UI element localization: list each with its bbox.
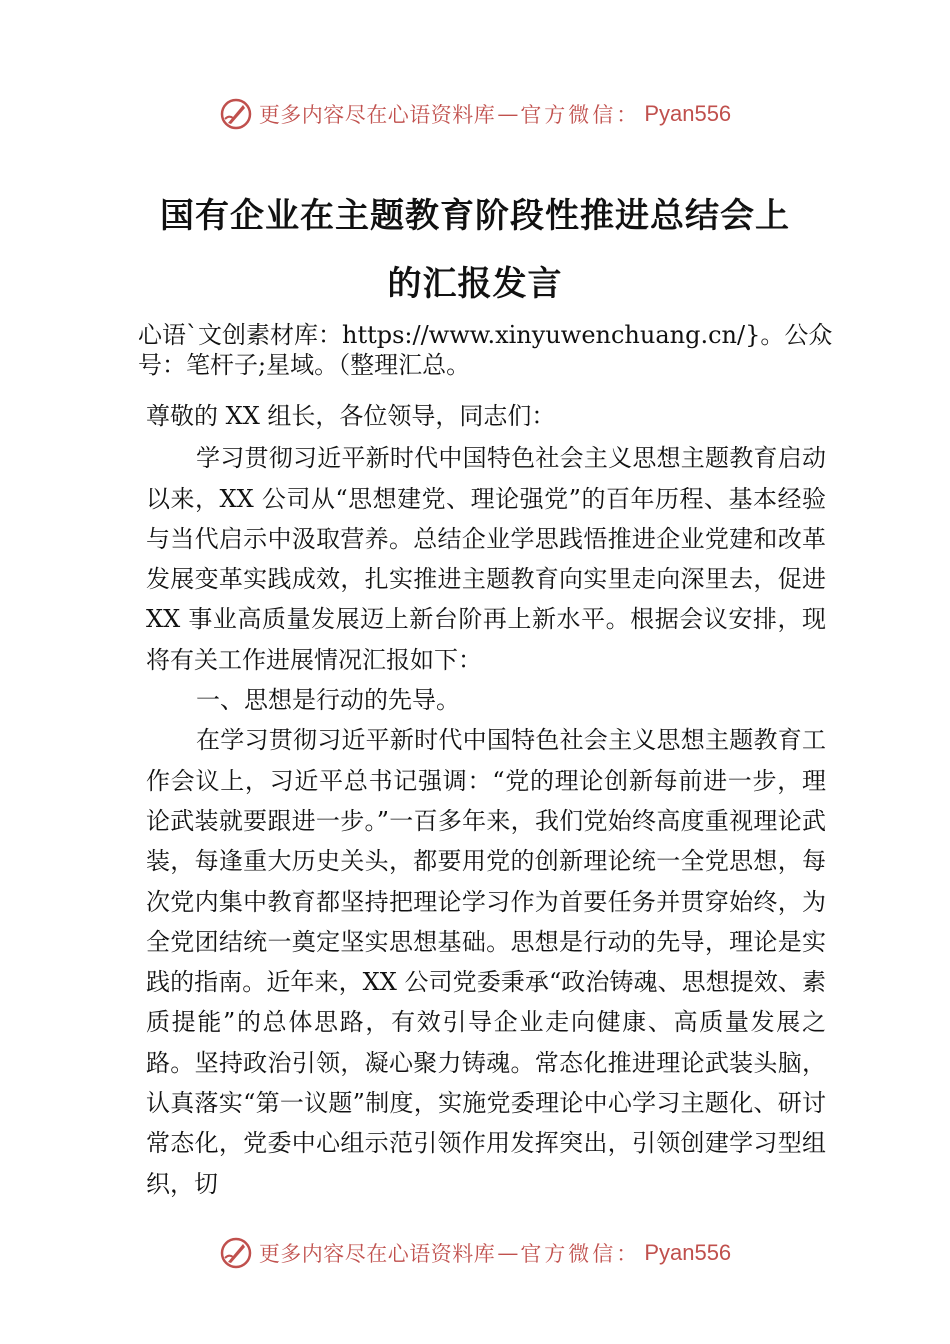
- banner-label: 官方微信：: [520, 103, 641, 127]
- header-watermark-banner: [0, 94, 950, 134]
- salutation: 尊敬的 XX 组长，各位领导，同志们：: [146, 402, 556, 430]
- document-title-line-2: 的汇报发言: [387, 264, 563, 304]
- section-heading-1: 一、思想是行动的先导。: [196, 686, 460, 715]
- quill-logo-icon: [219, 97, 253, 131]
- paragraph-1: 学习贯彻习近平新时代中国特色社会主义思想主题教育启动以来，XX 公司从“思想建党、理论强党”的百年历程、基本经验与当代启示中汲取营养。总结企业学思践悟推进企业党建和改革发展变革实践成效，扎实推进主题教育向实里走向深里去，促进 XX 事业高质量发展迈上新台阶再上新水平。根据会议安排，现将有关工作进展情况汇报如下：: [146, 444, 826, 674]
- footer-watermark-banner: [0, 1233, 950, 1273]
- document-title-line-1: 国有企业在主题教育阶段性推进总结会上: [160, 196, 790, 236]
- banner-wechat-id: Pyan556: [644, 1240, 732, 1265]
- source-attribution: 心语`文创素材库：https://www.xinyuwenchuang.cn/}。公众号：笔杆子;星域。（整理汇总。: [138, 321, 833, 379]
- paragraph-2: 在学习贯彻习近平新时代中国特色社会主义思想主题教育工作会议上，习近平总书记强调：“党的理论创新每前进一步，理论武装就要跟进一步。”一百多年来，我们党始终高度重视理论武装，每逢重大历史关头，都要用党的创新理论统一全党思想，每次党内集中教育都坚持把理论学习作为首要任务并贯穿始终，为全党团结统一奠定坚实思想基础。思想是行动的先导，理论是实践的指南。近年来，XX 公司党委秉承“政治铸魂、思想提效、素质提能”的总体思路，有效引导企业走向健康、高质量发展之路。坚持政治引领，凝心聚力铸魂。常态化推进理论武装头脑，认真落实“第一议题”制度，实施党委理论中心学习主题化、研讨常态化，党委中心组示范引领作用发挥突出，引领创建学习型组织，切: [146, 726, 826, 1198]
- banner-separator: —: [497, 1241, 519, 1265]
- banner-separator: —: [497, 102, 519, 126]
- banner-wechat-id: Pyan556: [644, 101, 732, 126]
- document-body: [146, 396, 826, 1204]
- banner-text: 更多内容尽在心语资料库: [258, 1242, 496, 1266]
- banner-text: 更多内容尽在心语资料库: [258, 103, 496, 127]
- quill-logo-icon: [219, 1236, 253, 1270]
- banner-label: 官方微信：: [520, 1242, 641, 1266]
